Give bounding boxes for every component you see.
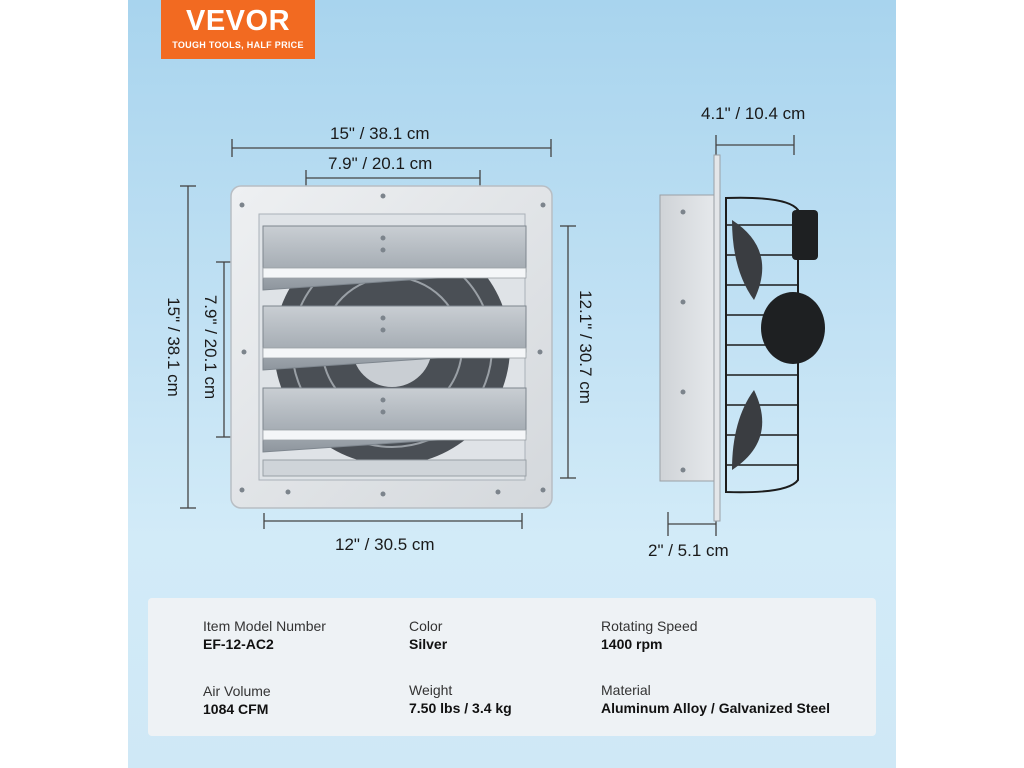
side-depth-label: 4.1" / 10.4 cm <box>701 104 806 123</box>
spec-label: Rotating Speed <box>601 618 698 634</box>
spec-weight <box>409 682 512 717</box>
side-flange-label: 2" / 5.1 cm <box>648 541 729 560</box>
spec-value: Silver <box>409 636 448 652</box>
spec-model-number <box>203 618 326 653</box>
side-view <box>660 155 825 521</box>
spec-value: 1084 CFM <box>203 701 269 717</box>
front-view <box>231 186 552 508</box>
louver-width-label: 12" / 30.5 cm <box>335 535 435 554</box>
front-inner-height-label: 7.9" / 20.1 cm <box>201 294 220 400</box>
front-inner-width-label: 7.9" / 20.1 cm <box>328 154 433 173</box>
product-image <box>128 0 896 768</box>
spec-value: Aluminum Alloy / Galvanized Steel <box>601 700 830 716</box>
spec-color <box>409 618 447 653</box>
louver-height-label: 12.1" / 30.7 cm <box>576 290 595 404</box>
spec-value: 7.50 lbs / 3.4 kg <box>409 700 512 716</box>
spec-air-volume <box>203 683 271 718</box>
spec-label: Item Model Number <box>203 618 326 634</box>
spec-value: EF-12-AC2 <box>203 636 274 652</box>
logo-brand: VEVOR <box>185 5 291 37</box>
spec-label: Color <box>409 618 443 634</box>
spec-table <box>148 598 876 736</box>
front-height-label: 15" / 38.1 cm <box>164 297 183 397</box>
spec-material <box>601 682 830 717</box>
spec-label: Material <box>601 682 651 698</box>
spec-label: Weight <box>409 682 453 698</box>
logo-tagline: TOUGH TOOLS, HALF PRICE <box>172 40 304 50</box>
spec-label: Air Volume <box>203 683 271 699</box>
spec-rotating-speed <box>601 618 698 653</box>
spec-value: 1400 rpm <box>601 636 663 652</box>
front-width-label: 15" / 38.1 cm <box>330 124 430 143</box>
